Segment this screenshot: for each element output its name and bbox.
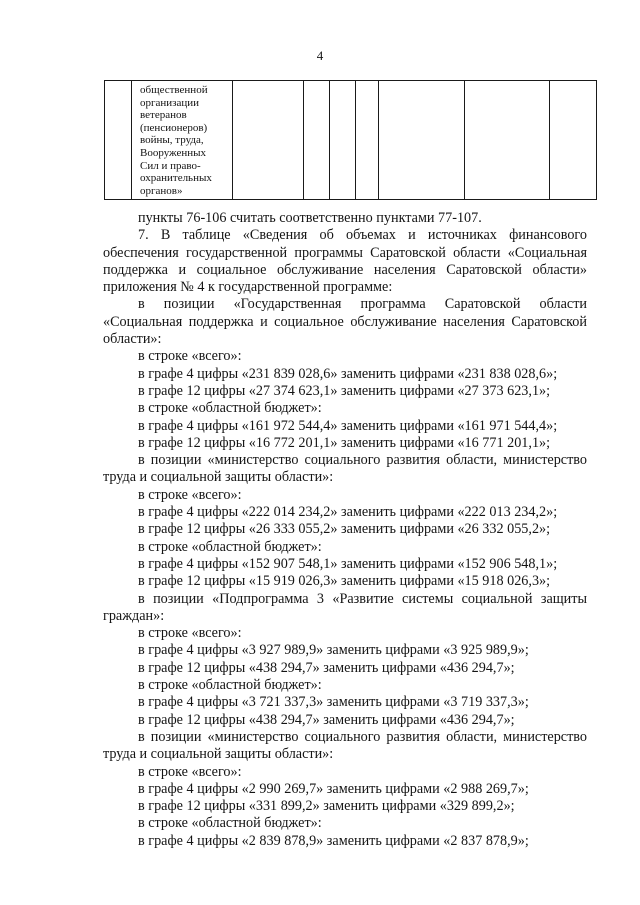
- paragraph: в графе 4 цифры «152 907 548,1» заменить цифрами «152 906 548,1»;: [138, 555, 558, 572]
- cell-line: общественной: [140, 84, 208, 96]
- table-row: [105, 81, 597, 200]
- table-cell: [550, 81, 597, 200]
- paragraph: в графе 12 цифры «438 294,7» заменить цифрами «436 294,7»;: [138, 659, 515, 676]
- cell-line: Сил и право-: [140, 159, 201, 172]
- table-cell: [465, 81, 550, 200]
- continued-table: [104, 80, 597, 200]
- cell-line: (пенсионеров): [140, 121, 208, 134]
- cell-line: организации: [140, 96, 200, 109]
- page-number: 4: [316, 48, 324, 63]
- paragraph: в позиции «Государственная программа Саратовской области «Социальная поддержка и социальное обслуживание населения Саратовской области»:: [103, 296, 587, 348]
- paragraph: в графе 12 цифры «26 333 055,2» заменить цифрами «26 332 055,2»;: [138, 521, 551, 538]
- paragraph: в позиции «Подпрограмма 3 «Развитие системы социальной защиты граждан»:: [103, 590, 587, 624]
- paragraph: в строке «всего»:: [138, 625, 242, 642]
- paragraph: в графе 4 цифры «161 972 544,4» заменить цифрами «161 971 544,4»;: [138, 417, 558, 434]
- paragraph: в графе 12 цифры «15 919 026,3» заменить цифрами «15 918 026,3»;: [138, 573, 551, 590]
- table-cell: [233, 81, 304, 200]
- paragraph: в графе 4 цифры «3 927 989,9» заменить цифрами «3 925 989,9»;: [138, 642, 529, 659]
- paragraph: в строке «областной бюджет»:: [138, 815, 322, 832]
- cell-line: ветеранов: [140, 109, 187, 122]
- table-cell-organization: [132, 81, 233, 200]
- paragraph: в графе 12 цифры «438 294,7» заменить цифрами «436 294,7»;: [138, 711, 515, 728]
- paragraph: в позиции «министерство социального развития области, министерство труда и социальной защиты области»:: [103, 452, 587, 486]
- paragraph: в графе 12 цифры «331 899,2» заменить цифрами «329 899,2»;: [138, 798, 515, 815]
- paragraph: в графе 4 цифры «2 990 269,7» заменить цифрами «2 988 269,7»;: [138, 780, 529, 797]
- cell-line: войны, труда,: [140, 134, 204, 147]
- paragraph: в графе 4 цифры «3 721 337,3» заменить цифрами «3 719 337,3»;: [138, 694, 529, 711]
- paragraph: в строке «всего»:: [138, 486, 242, 503]
- table-cell: [356, 81, 379, 200]
- paragraph: в графе 12 цифры «16 772 201,1» заменить цифрами «16 771 201,1»;: [138, 434, 551, 451]
- cell-line: органов»: [140, 184, 183, 197]
- paragraph: пункты 76-106 считать соответственно пунктами 77-107.: [138, 210, 482, 226]
- paragraph: 7. В таблице «Сведения об объемах и источниках финансового обеспечения государственной программы Саратовской области «Социальная поддержка и социальное обслуживание населения Саратовской области» приложения № 4 к государственной программе:: [103, 227, 587, 296]
- paragraph: в графе 12 цифры «27 374 623,1» заменить цифрами «27 373 623,1»;: [138, 382, 551, 399]
- document-body: [103, 210, 587, 850]
- paragraph: в строке «областной бюджет»:: [138, 538, 322, 555]
- paragraph: в строке «областной бюджет»:: [138, 400, 322, 417]
- paragraph: в графе 4 цифры «2 839 878,9» заменить цифрами «2 837 878,9»;: [138, 832, 529, 849]
- cell-line: охранительных: [140, 172, 212, 185]
- table-cell: [304, 81, 330, 200]
- paragraph: в строке «всего»:: [138, 348, 242, 365]
- cell-line: Вооруженных: [140, 146, 207, 159]
- paragraph: в позиции «министерство социального развития области, министерство труда и социальной защиты области»:: [103, 728, 587, 763]
- table-cell: [330, 81, 356, 200]
- paragraph: в графе 4 цифры «231 839 028,6» заменить цифрами «231 838 028,6»;: [138, 365, 558, 382]
- paragraph: в строке «всего»:: [138, 763, 242, 780]
- table-cell: [379, 81, 465, 200]
- paragraph: в строке «областной бюджет»:: [138, 677, 322, 694]
- paragraph: в графе 4 цифры «222 014 234,2» заменить цифрами «222 013 234,2»;: [138, 504, 558, 521]
- table-cell: [105, 81, 132, 200]
- cell-text: [132, 81, 232, 197]
